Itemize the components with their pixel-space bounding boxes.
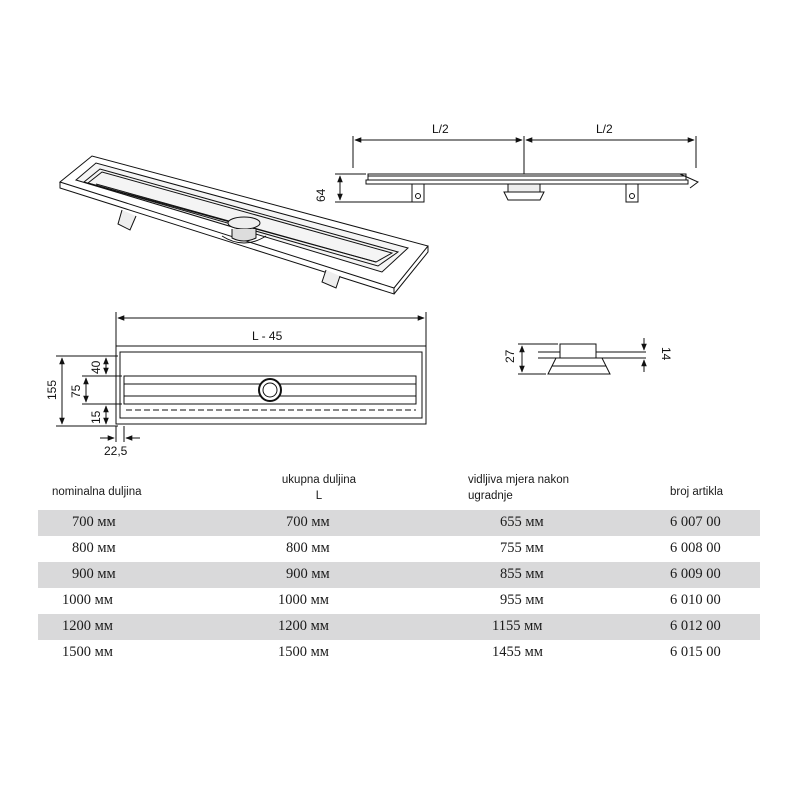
cell-total: 800 мм (286, 540, 330, 556)
dim-section-flange: 14 (659, 347, 673, 361)
cell-total: 1200 мм (278, 618, 329, 634)
dim-top-40: 40 (89, 360, 103, 374)
header-total-line1: ukupna duljina (281, 474, 357, 486)
cell-visible: 955 мм (500, 592, 544, 608)
product-table (38, 466, 760, 666)
cell-visible: 855 мм (500, 566, 544, 582)
table-row (38, 588, 760, 614)
table-row (38, 614, 760, 640)
cell-article: 6 008 00 (670, 540, 721, 556)
header-total (264, 472, 374, 504)
header-visible-line1: vidljiva mjera nakon (468, 474, 569, 486)
cell-article: 6 010 00 (670, 592, 721, 608)
cell-nominal: 1000 мм (62, 592, 113, 608)
side-view (335, 136, 698, 202)
table-header (38, 466, 760, 510)
dim-length: L - 45 (252, 329, 283, 343)
cell-visible: 755 мм (500, 540, 544, 556)
cell-visible: 1455 мм (492, 644, 543, 660)
cell-nominal: 800 мм (72, 540, 116, 556)
cell-article: 6 007 00 (670, 514, 721, 530)
dim-half-left: L/2 (432, 122, 449, 136)
header-nominal: nominalna duljina (52, 486, 142, 498)
header-total-line2: L (315, 490, 323, 502)
dim-section-height: 27 (503, 349, 517, 363)
dim-bottom-15: 15 (89, 410, 103, 424)
cell-article: 6 012 00 (670, 618, 721, 634)
cell-total: 900 мм (286, 566, 330, 582)
cell-article: 6 015 00 (670, 644, 721, 660)
cell-nominal: 700 мм (72, 514, 116, 530)
cell-nominal: 1200 мм (62, 618, 113, 634)
section-view (518, 338, 646, 374)
cell-total: 1500 мм (278, 644, 329, 660)
dim-middle-75: 75 (69, 384, 83, 398)
dim-offset: 22,5 (104, 444, 128, 458)
dim-half-right: L/2 (596, 122, 613, 136)
header-visible (468, 472, 569, 504)
cell-nominal: 900 мм (72, 566, 116, 582)
dim-height-64: 64 (314, 188, 328, 202)
cell-total: 700 мм (286, 514, 330, 530)
header-visible-line2: ugradnje (468, 490, 513, 502)
table-row (38, 562, 760, 588)
cell-total: 1000 мм (278, 592, 329, 608)
cell-visible: 655 мм (500, 514, 544, 530)
cell-visible: 1155 мм (492, 618, 543, 634)
header-article: broj artikla (670, 486, 724, 498)
dim-total-width: 155 (45, 379, 59, 400)
table-row (38, 640, 760, 666)
cell-nominal: 1500 мм (62, 644, 113, 660)
table-row (38, 536, 760, 562)
plan-view (56, 312, 426, 442)
cell-article: 6 009 00 (670, 566, 721, 582)
table-row (38, 510, 760, 536)
